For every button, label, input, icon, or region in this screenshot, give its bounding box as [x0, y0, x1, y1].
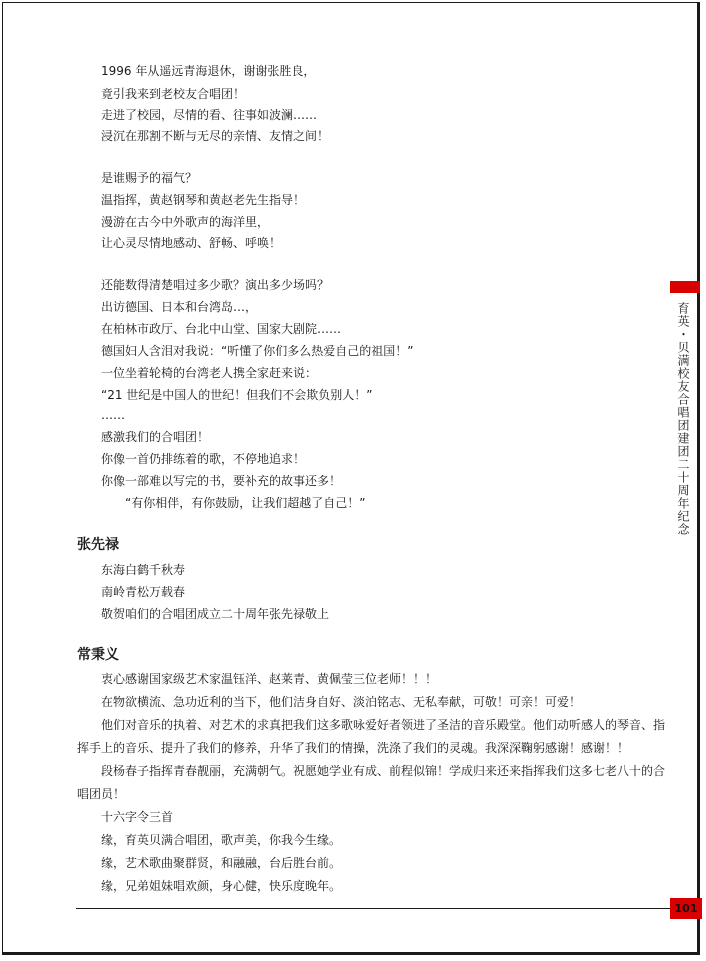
poem-line: 走进了校园，尽情的看、往事如波澜…… — [101, 108, 318, 122]
poem-line: 你像一首仍排练着的歌，不停地追求！ — [101, 452, 306, 466]
poem-line: 你像一部难以写完的书，要补充的故事还多！ — [101, 474, 342, 488]
poem-line: 感激我们的合唱团！ — [101, 430, 210, 444]
poem-line: …… — [101, 408, 125, 422]
sidebar-accent-tab — [670, 281, 700, 293]
body-paragraph: 他们对音乐的执着、对艺术的求真把我们这多歌咏爱好者领进了圣洁的音乐殿堂。他们动听感人的琴音、指挥手上的音乐、提升了我们的修养，升华了我们的情操，洗涤了我们的灵魂。我深深鞠躬感谢！感谢！！ — [77, 718, 666, 755]
couplet-line: 南岭青松万载春 — [101, 585, 186, 599]
body-paragraph: 缘，艺术歌曲聚群贤，和融融，台后胜台前。 — [101, 856, 342, 870]
poem-line: “21 世纪是中国人的世纪！但我们不会欺负别人！” — [101, 388, 373, 402]
body-paragraph: 衷心感谢国家级艺术家温钰洋、赵莱青、黄佩莹三位老师！！！ — [101, 672, 438, 686]
body-paragraph: 在物欲横流、急功近利的当下，他们洁身自好、淡泊铭志、无私奉献，可敬！可亲！可爱！ — [101, 695, 582, 709]
couplet-line: 东海白鹤千秋寿 — [101, 563, 186, 577]
poem-line: 漫游在古今中外歌声的海洋里， — [101, 215, 270, 229]
poem-line: 在柏林市政厅、台北中山堂、国家大剧院…… — [101, 322, 342, 336]
page-number: 101 — [670, 898, 702, 919]
poem-line: 出访德国、日本和台湾岛…， — [101, 300, 258, 314]
sidebar-vertical-title: 育英・贝满校友合唱团建团二十周年纪念 — [676, 302, 690, 536]
poem-line: 德国妇人含泪对我说：“听懂了你们多么热爱自己的祖国！” — [101, 344, 414, 358]
couplet-line: 敬贺咱们的合唱团成立二十周年张先禄敬上 — [101, 607, 330, 621]
poem-line: 还能数得清楚唱过多少歌？演出多少场吗？ — [101, 278, 330, 292]
footer-rule — [76, 908, 670, 909]
poem-line: 温指挥，黄赵钢琴和黄赵老先生指导！ — [101, 193, 306, 207]
section-heading-chang: 常秉义 — [77, 647, 119, 663]
poem-line: 一位坐着轮椅的台湾老人携全家赶来说： — [101, 366, 318, 380]
poem-line: 竟引我来到老校友合唱团！ — [101, 87, 246, 101]
poem-line: “有你相伴，有你鼓励，让我们超越了自己！” — [125, 496, 366, 510]
poem-line: 1996 年从遥远青海退休，谢谢张胜良， — [101, 64, 316, 78]
poem-line: 是谁赐予的福气？ — [101, 171, 198, 185]
body-paragraph: 十六字令三首 — [101, 810, 174, 824]
poem-line: 让心灵尽情地感动、舒畅、呼唤！ — [101, 236, 282, 250]
poem-line: 浸沉在那割不断与无尽的亲情、友情之间！ — [101, 129, 330, 143]
body-paragraph: 缘，育英贝满合唱团，歌声美，你我今生缘。 — [101, 833, 342, 847]
body-paragraph: 缘，兄弟姐妹唱欢颜，身心健，快乐度晚年。 — [101, 879, 342, 893]
body-paragraph: 段杨春子指挥青春靓丽，充满朝气。祝愿她学业有成、前程似锦！学成归来还来指挥我们这多七老八十的合唱团员！ — [77, 764, 666, 801]
section-heading-zhang: 张先禄 — [77, 537, 119, 553]
